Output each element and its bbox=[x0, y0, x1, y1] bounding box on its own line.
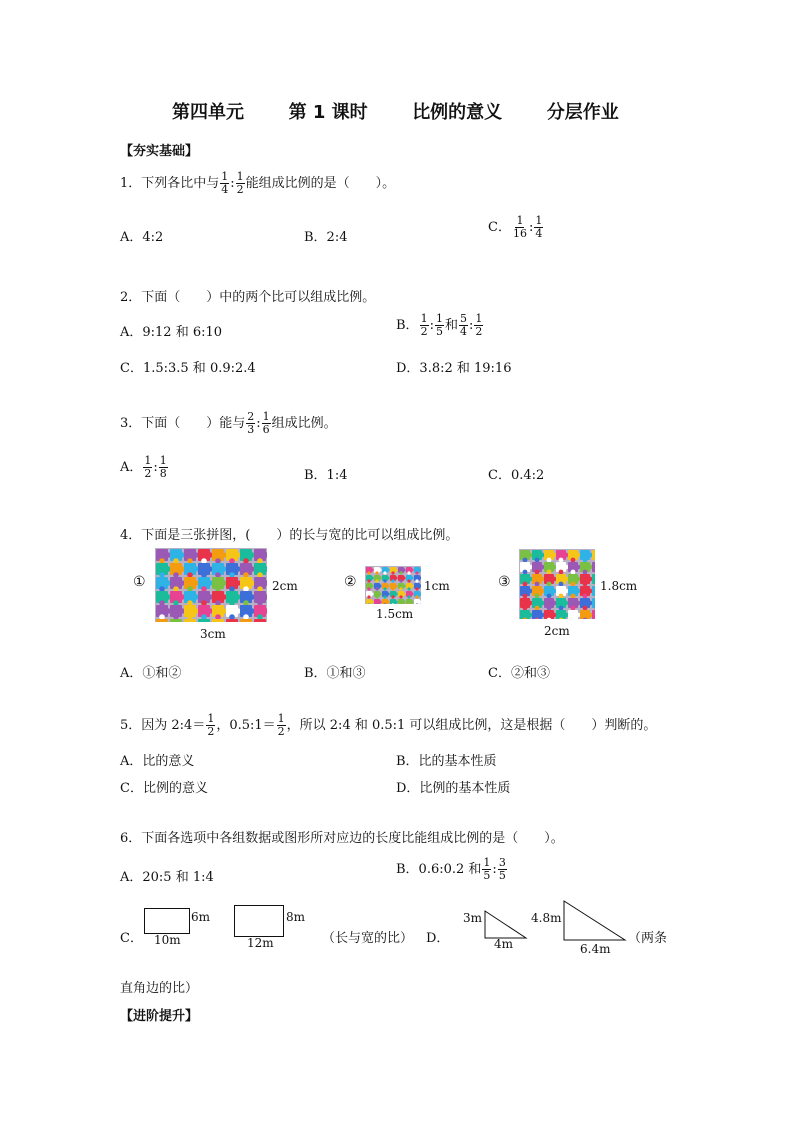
q6-rect1-width: 10m bbox=[154, 933, 181, 947]
q4-fig2-width: 1.5cm bbox=[376, 607, 414, 621]
q1-frac2: $\frac{1}{2}$ bbox=[236, 170, 244, 196]
puzzle-piece bbox=[414, 599, 421, 604]
q6-option-d[interactable]: D． bbox=[426, 931, 450, 946]
q3-option-a[interactable]: A． $\frac{1}{2}$ : $\frac{1}{8}$ bbox=[120, 454, 167, 480]
q1-pre: 1．下列各比中与 bbox=[120, 176, 220, 191]
q4-stem: 4．下面是三张拼图，( ）的长与宽的比可以组成比例。 bbox=[120, 528, 459, 543]
q1-option-a[interactable]: A．4:2 bbox=[120, 230, 164, 245]
q6-option-d-note-1: （两条 bbox=[628, 931, 668, 946]
q2-option-b[interactable]: B． $\frac{1}{2}$ : $\frac{1}{5}$ 和 $\frac{5}{4}$ : $\frac{1}{2}$ bbox=[396, 312, 483, 338]
q4-fig3-height: 1.8cm bbox=[600, 579, 638, 593]
q2-stem: 2．下面（ ）中的两个比可以组成比例。 bbox=[120, 290, 376, 305]
q6-rect-2 bbox=[234, 905, 284, 937]
page-title bbox=[172, 98, 619, 124]
q6-option-b[interactable]: B．0.6:0.2 和 $\frac{1}{5}$ : $\frac{3}{5}$ bbox=[396, 856, 506, 882]
section-advanced: 【进阶提升】 bbox=[120, 1009, 199, 1024]
q1-frac1: $\frac{1}{4}$ bbox=[221, 170, 229, 196]
q1-colon: : bbox=[230, 176, 235, 191]
q1-post: 能组成比例的是（ ）。 bbox=[245, 176, 396, 191]
q6-rect2-width: 12m bbox=[247, 936, 274, 950]
title-kind: 分层作业 bbox=[546, 102, 619, 123]
puzzle-image-2 bbox=[365, 566, 421, 604]
puzzle-piece bbox=[592, 610, 595, 619]
q6-rect1-height: 6m bbox=[191, 910, 211, 924]
q6-rect-1 bbox=[144, 908, 190, 934]
q3-option-b[interactable]: B．1:4 bbox=[304, 468, 348, 483]
q6-tri1-b: 4m bbox=[494, 937, 514, 951]
q4-fig1-width: 3cm bbox=[200, 627, 226, 641]
q4-fig3-mark: ③ bbox=[498, 574, 511, 590]
q6-triangle-2 bbox=[563, 900, 627, 942]
title-lesson: 第 1 课时 bbox=[288, 102, 368, 123]
q1-stem bbox=[120, 171, 395, 196]
title-unit: 第四单元 bbox=[172, 102, 244, 123]
q4-option-b[interactable]: B．①和③ bbox=[304, 666, 366, 681]
q4-fig2-mark: ② bbox=[344, 574, 357, 590]
q4-option-a[interactable]: A．①和② bbox=[120, 666, 182, 681]
q1-option-b[interactable]: B．2:4 bbox=[304, 230, 348, 245]
q5-stem: 5．因为 2:4＝ $\frac{1}{2}$ ，0.5:1＝ $\frac{1}{2}$ ，所以 2:4 和 0.5:1 可以组成比例，这是根据（ ）判断的。 bbox=[120, 712, 657, 738]
q4-fig1-mark: ① bbox=[133, 574, 146, 590]
q3-option-c[interactable]: C．0.4:2 bbox=[488, 468, 545, 483]
q6-tri1-a: 3m bbox=[463, 911, 483, 925]
q4-fig1-height: 2cm bbox=[272, 579, 298, 593]
q6-option-c-note: （长与宽的比） bbox=[322, 931, 414, 946]
q5-option-d[interactable]: D．比例的基本性质 bbox=[396, 781, 511, 796]
q5-option-a[interactable]: A．比的意义 bbox=[120, 754, 195, 769]
q6-rect2-height: 8m bbox=[286, 910, 306, 924]
q2-option-c[interactable]: C．1.5:3.5 和 0.9:2.4 bbox=[120, 361, 256, 376]
puzzle-image-1 bbox=[155, 548, 267, 622]
puzzle-image-3 bbox=[519, 549, 595, 619]
q6-stem: 6．下面各选项中各组数据或图形所对应边的长度比能组成比例的是（ ）。 bbox=[120, 831, 564, 846]
q6-option-c[interactable]: C． bbox=[120, 931, 143, 946]
q6-triangle-1 bbox=[484, 910, 528, 940]
q4-option-c[interactable]: C．②和③ bbox=[488, 666, 550, 681]
section-basic: 【夯实基础】 bbox=[120, 144, 199, 159]
q6-tri2-a: 4.8m bbox=[531, 911, 562, 925]
q5-option-b[interactable]: B．比的基本性质 bbox=[396, 754, 497, 769]
q6-option-a[interactable]: A．20:5 和 1:4 bbox=[120, 870, 214, 885]
q3-stem: 3．下面（ ）能与 $\frac{2}{3}$ : $\frac{1}{6}$ 组成比例。 bbox=[120, 410, 337, 436]
q4-fig3-width: 2cm bbox=[544, 624, 570, 638]
q4-fig2-height: 1cm bbox=[424, 579, 450, 593]
puzzle-piece bbox=[254, 619, 267, 622]
q5-option-c[interactable]: C．比例的意义 bbox=[120, 781, 208, 796]
q2-option-d[interactable]: D．3.8:2 和 19:16 bbox=[396, 361, 512, 376]
q1-option-c[interactable]: C． $\frac{1}{16}$ : $\frac{1}{4}$ bbox=[488, 214, 543, 240]
q6-tri2-b: 6.4m bbox=[580, 942, 611, 956]
q6-option-d-note-2: 直角边的比） bbox=[120, 981, 199, 996]
title-topic: 比例的意义 bbox=[412, 102, 503, 123]
q2-option-a[interactable]: A．9:12 和 6:10 bbox=[120, 325, 223, 340]
